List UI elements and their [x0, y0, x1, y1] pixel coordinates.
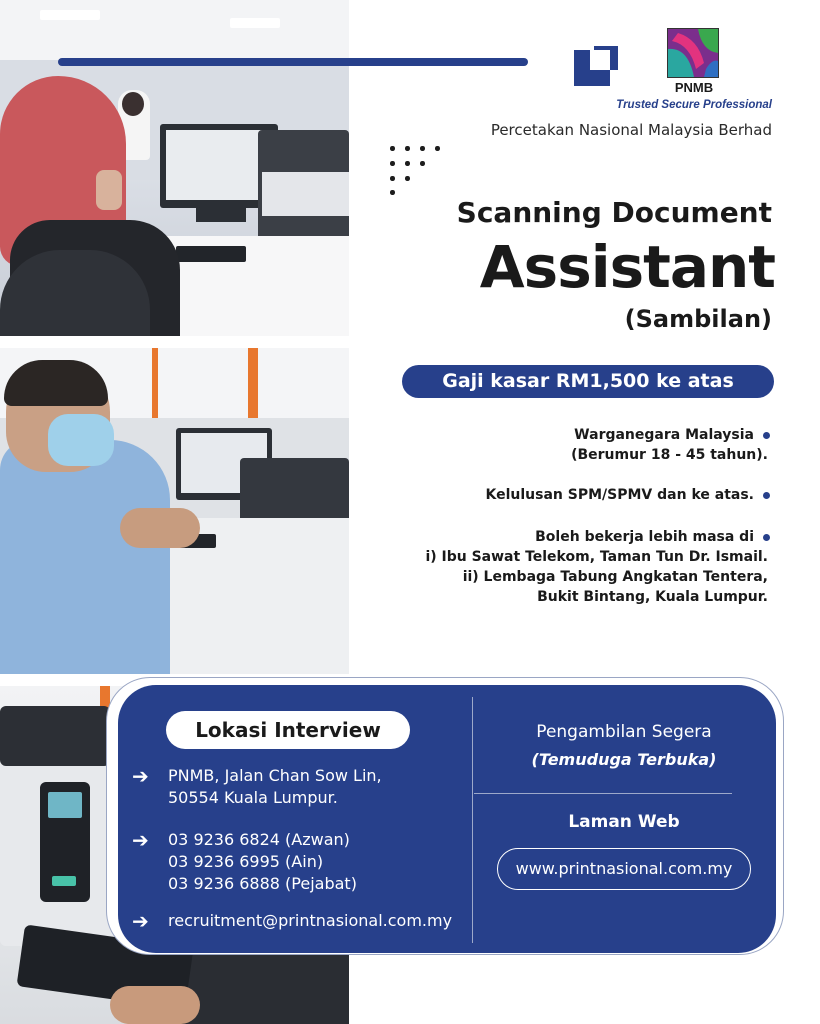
arrow-right-icon: ➔: [132, 828, 149, 852]
shirt-blue: [0, 440, 170, 674]
bullet-icon: [763, 534, 770, 541]
address-line: 50554 Kuala Lumpur.: [168, 788, 338, 807]
scanner-display: [48, 792, 82, 818]
ceiling: [0, 0, 349, 60]
job-type: (Sambilan): [624, 305, 772, 333]
hand: [110, 986, 200, 1024]
arm: [120, 508, 200, 548]
requirement-line: ii) Lembaga Tabung Angkatan Tentera,: [462, 569, 768, 585]
monitor-stand: [196, 208, 246, 222]
phone-number[interactable]: 03 9236 6824 (Azwan): [168, 830, 350, 849]
monitor-screen: [166, 130, 272, 200]
phone-number[interactable]: 03 9236 6995 (Ain): [168, 852, 324, 871]
salary-badge: Gaji kasar RM1,500 ke atas: [402, 365, 774, 398]
requirement-citizenship: [571, 425, 768, 465]
recruitment-note: (Temuduga Terbuka): [531, 750, 717, 769]
card-divider-horizontal: [474, 793, 732, 794]
ceiling-light: [40, 10, 100, 20]
requirement-line: Bukit Bintang, Kuala Lumpur.: [537, 589, 768, 605]
keyboard: [176, 246, 246, 262]
chair: [0, 250, 150, 336]
scanner-button: [52, 876, 76, 886]
recruitment-status: Pengambilan Segera: [536, 722, 712, 742]
interview-location-heading: Lokasi Interview: [166, 711, 410, 749]
requirement-line: Kelulusan SPM/SPMV dan ke atas.: [485, 487, 754, 503]
requirement-education: [486, 485, 754, 505]
bullet-icon: [763, 432, 770, 439]
scanner-top: [0, 706, 110, 766]
requirement-line: i) Ibu Sawat Telekom, Taman Tun Dr. Ismail.: [425, 549, 768, 565]
brand-square-icon: [574, 42, 618, 86]
photo-office-worker: [0, 0, 349, 336]
job-title-line-2: Assistant: [479, 233, 775, 301]
requirement-line: (Berumur 18 - 45 tahun).: [571, 447, 768, 463]
website-heading: Laman Web: [568, 812, 680, 832]
photo-scanning-worker: [0, 348, 349, 674]
requirement-overtime: [425, 527, 768, 607]
scanner-tray: [262, 172, 349, 216]
background-person-head: [122, 92, 144, 116]
decorative-top-line: [58, 58, 528, 66]
arrow-right-icon: ➔: [132, 909, 149, 933]
arrow-right-icon: ➔: [132, 764, 149, 788]
decorative-dots: [390, 146, 450, 196]
hair: [4, 360, 108, 406]
ceiling-light: [230, 18, 280, 28]
address-line: PNMB, Jalan Chan Sow Lin,: [168, 766, 382, 785]
face: [96, 170, 122, 210]
requirement-line: Warganegara Malaysia: [574, 427, 754, 443]
company-tagline: Trusted Secure Professional: [616, 99, 772, 111]
face-mask: [48, 414, 114, 466]
requirement-line: Boleh bekerja lebih masa di: [535, 529, 754, 545]
pnmb-logo-text: PNMB: [674, 80, 714, 95]
phone-number[interactable]: 03 9236 6888 (Pejabat): [168, 874, 357, 893]
website-link[interactable]: www.printnasional.com.my: [497, 848, 751, 890]
pnmb-logo-icon: [667, 28, 719, 78]
job-title-line-1: Scanning Document: [456, 196, 772, 229]
card-divider-vertical: [472, 697, 473, 943]
email-link[interactable]: recruitment@printnasional.com.my: [168, 911, 453, 930]
bullet-icon: [763, 492, 770, 499]
company-name: Percetakan Nasional Malaysia Berhad: [490, 121, 772, 139]
